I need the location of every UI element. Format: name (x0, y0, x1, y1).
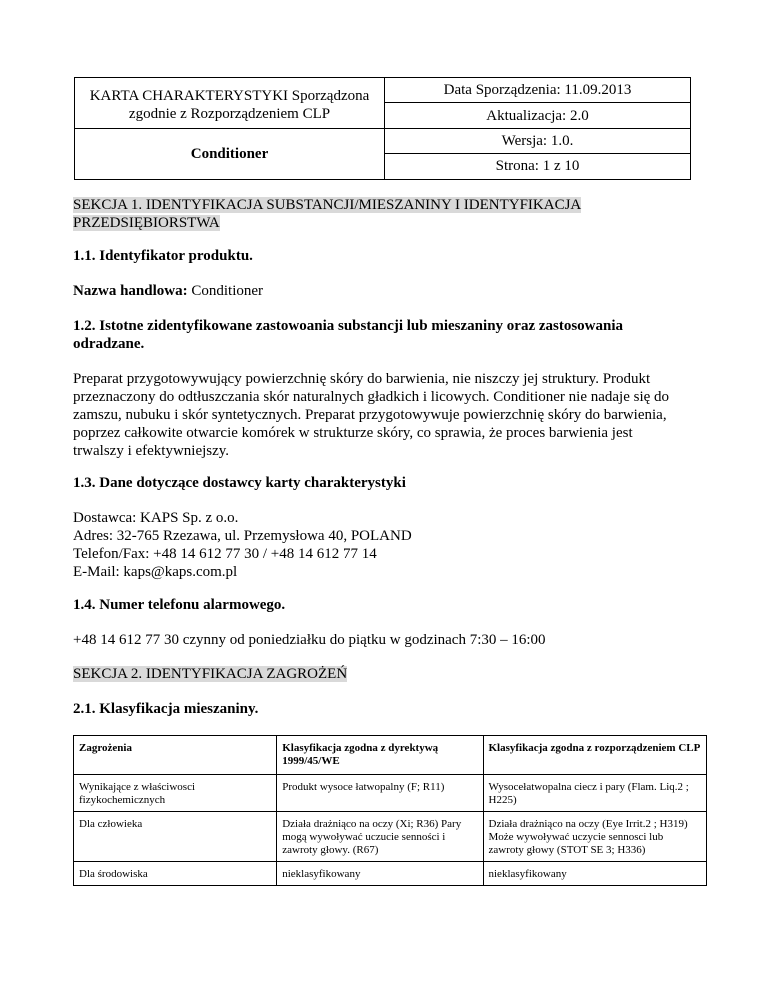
section1-title-line2: PRZEDSIĘBIORSTWA (73, 215, 220, 231)
table-row (74, 862, 707, 886)
text-line: trwalszy i efektywniejszy. (73, 443, 230, 459)
table-header-row (74, 736, 707, 775)
text-line: Preparat przygotowywujący powierzchnię skóry do barwienia, nie niszczy jej struktury. Produkt (73, 371, 651, 387)
table-header-cell: Zagrożenia (74, 736, 277, 775)
table-header-cell: Klasyfikacja zgodna z rozporządzeniem CLP (483, 736, 707, 775)
supplier-name: Dostawca: KAPS Sp. z o.o. (73, 510, 239, 526)
section1-title-line1: SEKCJA 1. IDENTYFIKACJA SUBSTANCJI/MIESZANINY I IDENTYFIKACJA (73, 197, 582, 213)
section-1-1-heading: 1.1. Identyfikator produktu. (73, 248, 253, 264)
trade-name (73, 282, 263, 300)
text-line: poprzez całkowite otwarcie komórek w strukturze skóry, co sprawia, że proces barwienia jest (73, 425, 633, 441)
document-title: KARTA CHARAKTERYSTYKI Sporządzona zgodnie z Rozporządzeniem CLP (75, 78, 384, 129)
supplier-email: E-Mail: kaps@kaps.com.pl (73, 564, 238, 580)
section-1-2-heading-line2: odradzane. (73, 336, 145, 352)
page-number: Strona: 1 z 10 (495, 158, 580, 174)
table-cell: Dla człowieka (74, 812, 277, 862)
section-1-2-text (73, 370, 693, 460)
section-1-3-heading: 1.3. Dane dotyczące dostawcy karty charakterystyki (73, 475, 406, 491)
trade-name-label: Nazwa handlowa: (73, 283, 188, 299)
table-cell: Działa drażniąco na oczy (Xi; R36) Pary mogą wywoływać uczucie senności i zawroty głowy. (R67) (277, 812, 483, 862)
table-cell: Produkt wysoce łatwopalny (F; R11) (277, 775, 483, 812)
section2-title-text: SEKCJA 2. IDENTYFIKACJA ZAGROŻEŃ (73, 666, 348, 682)
table-cell: nieklasyfikowany (277, 862, 483, 886)
table-cell: Działa drażniąco na oczy (Eye Irrit.2 ; H319) Może wywoływać uczycie sennosci lub zawroty głowy (STOT SE 3; H336) (483, 812, 707, 862)
header-table (74, 77, 691, 180)
supplier-address: Adres: 32-765 Rzezawa, ul. Przemysłowa 40, POLAND (73, 528, 412, 544)
text-line: zamszu, nubuku i skór syntetycznych. Preparat przygotowywuje powierzchnię skóry do barwienia, (73, 407, 667, 423)
header-right (385, 78, 690, 179)
table-cell: Dla środowiska (74, 862, 277, 886)
table-header-cell: Klasyfikacja zgodna z dyrektywą 1999/45/WE (277, 736, 483, 775)
table-row (74, 775, 707, 812)
supplier-block (73, 509, 412, 581)
section-1-4-heading: 1.4. Numer telefonu alarmowego. (73, 597, 286, 613)
section-1-2-heading-line1: 1.2. Istotne zidentyfikowane zastowoania substancji lub mieszaniny oraz zastosowania (73, 318, 624, 334)
section-2-1-heading: 2.1. Klasyfikacja mieszaniny. (73, 701, 259, 717)
preparation-date: Data Sporządzenia: 11.09.2013 (385, 78, 690, 103)
table-cell: Wysocełatwopalna ciecz i pary (Flam. Liq.2 ; H225) (483, 775, 707, 812)
supplier-phone: Telefon/Fax: +48 14 612 77 30 / +48 14 612 77 14 (73, 546, 377, 562)
trade-name-value: Conditioner (187, 283, 264, 299)
classification-table (73, 735, 707, 886)
header-left (75, 78, 385, 179)
text-line: przeznaczony do odtłuszczania skór naturalnych gładkich i licowych. Conditioner nie nadaje się do (73, 389, 670, 405)
table-cell: nieklasyfikowany (483, 862, 707, 886)
section-1-2-heading (73, 317, 673, 353)
section2-title (73, 665, 347, 683)
product-name: Conditioner (190, 146, 269, 162)
table-cell: Wynikające z właściwosci fizykochemicznych (74, 775, 277, 812)
table-row (74, 812, 707, 862)
emergency-phone: +48 14 612 77 30 czynny od poniedziałku do piątku w godzinach 7:30 – 16:00 (73, 632, 546, 648)
section1-title (73, 196, 581, 232)
update-version: Aktualizacja: 2.0 (385, 103, 690, 129)
document-version: Wersja: 1.0. (385, 129, 690, 154)
